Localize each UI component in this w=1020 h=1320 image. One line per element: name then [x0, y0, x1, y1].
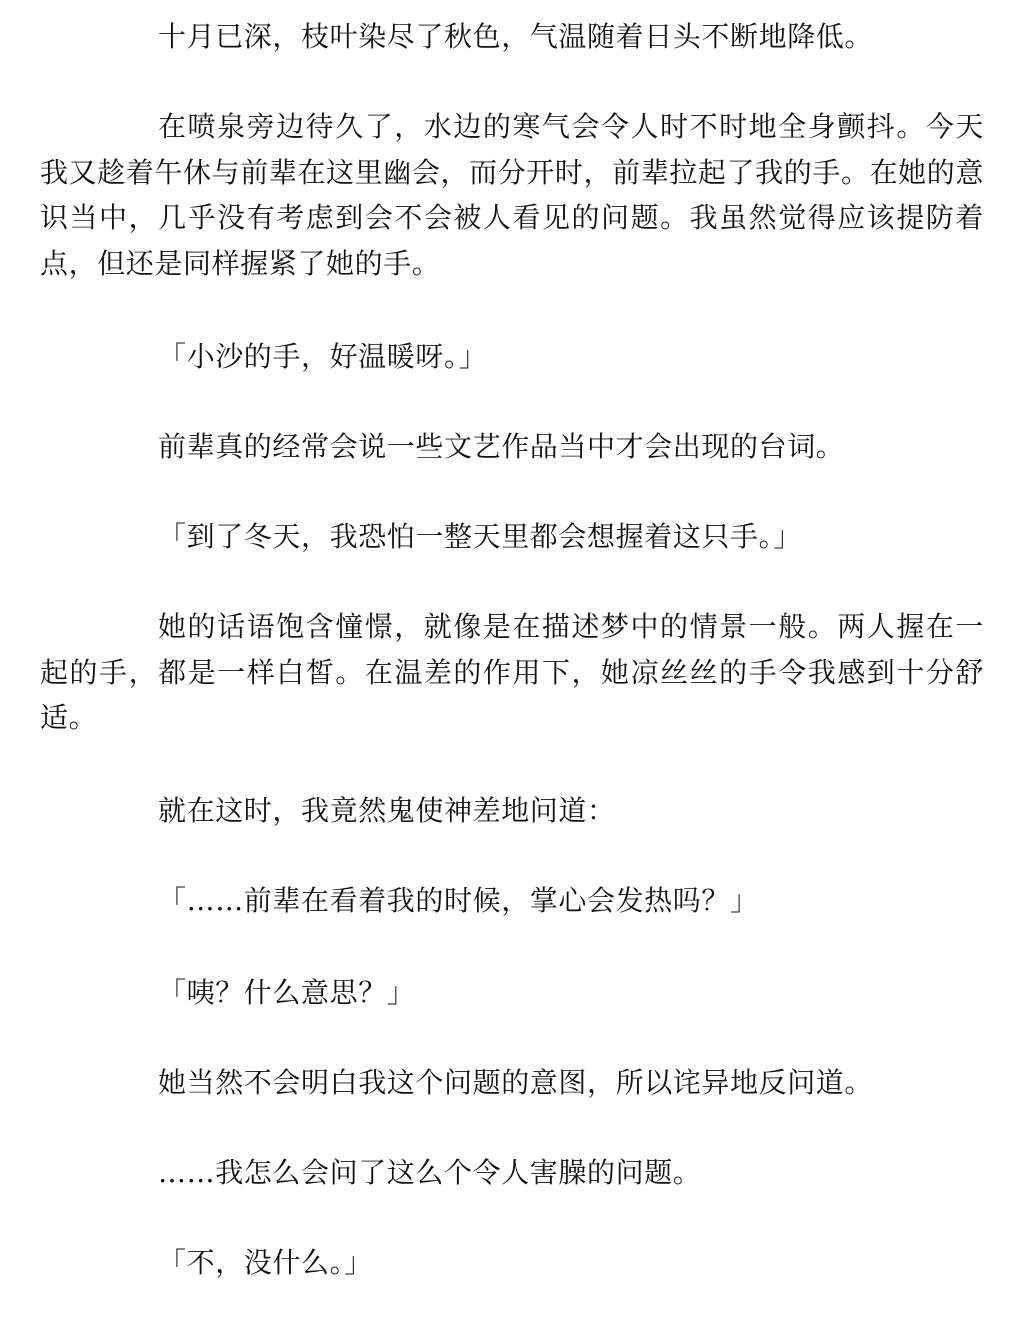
paragraph-9: 「咦？什么意思？」	[158, 976, 416, 1009]
document-page	[40, 0, 984, 1320]
paragraph-4: 前辈真的经常会说一些文艺作品当中才会出现的台词。	[158, 430, 845, 463]
paragraph-5: 「到了冬天，我恐怕一整天里都会想握着这只手。」	[158, 520, 802, 553]
paragraph-3: 「小沙的手，好温暖呀。」	[158, 340, 488, 373]
paragraph-2: 在喷泉旁边待久了，水边的寒气会令人时不时地全身颤抖。今天我又趁着午休与前辈在这里幽会，而分开时，前辈拉起了我的手。在她的意识当中，几乎没有考虑到会不会被人看见的问题。我虽然觉得应该提防着点，但还是同样握紧了她的手。	[40, 110, 984, 280]
paragraph-6: 她的话语饱含憧憬，就像是在描述梦中的情景一般。两人握在一起的手，都是一样白皙。在温差的作用下，她凉丝丝的手令我感到十分舒适。	[40, 610, 984, 734]
paragraph-8: 「……前辈在看着我的时候，掌心会发热吗？」	[158, 884, 759, 917]
paragraph-12: 「不，没什么。」	[158, 1246, 373, 1279]
paragraph-11: ……我怎么会问了这么个令人害臊的问题。	[158, 1156, 702, 1189]
paragraph-7: 就在这时，我竟然鬼使神差地问道：	[158, 794, 616, 827]
paragraph-10: 她当然不会明白我这个问题的意图，所以诧异地反问道。	[158, 1066, 874, 1099]
paragraph-1: 十月已深，枝叶染尽了秋色，气温随着日头不断地降低。	[158, 20, 874, 53]
